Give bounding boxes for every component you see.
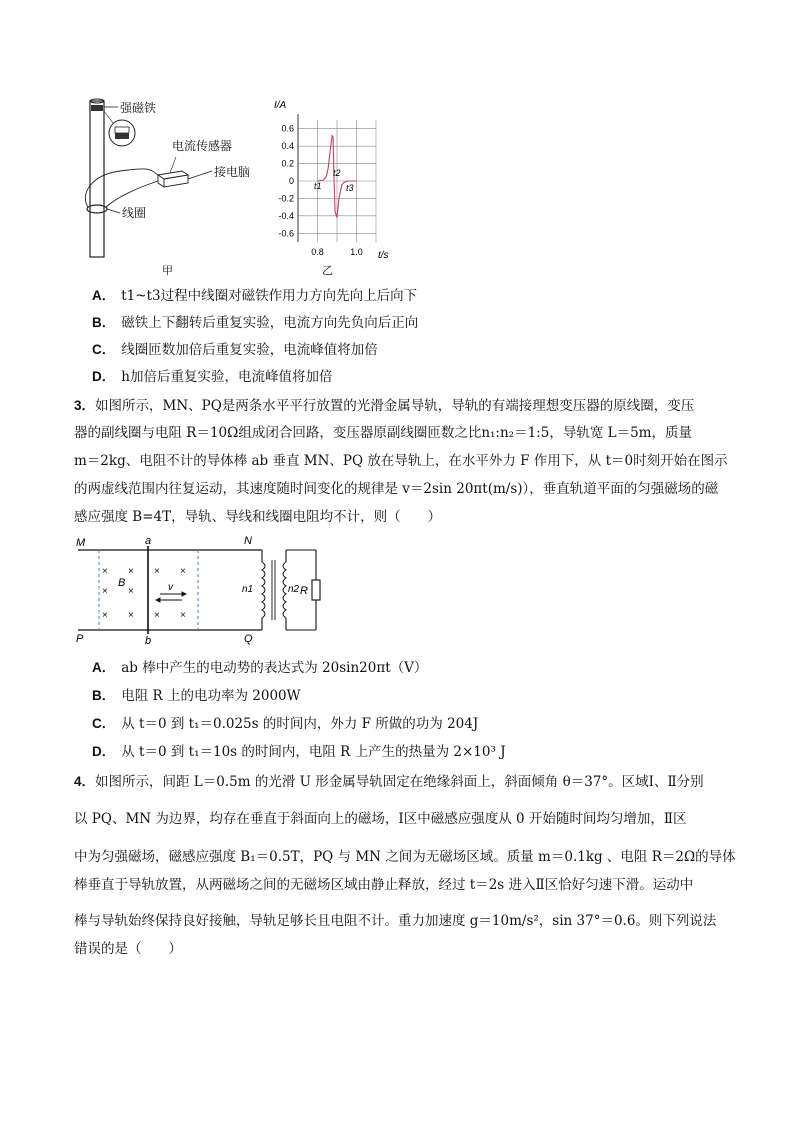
caption-yi: 乙 bbox=[322, 265, 333, 277]
q3-option-a[interactable] bbox=[92, 658, 427, 678]
cross-icon: × bbox=[154, 566, 160, 577]
cross-icon: × bbox=[154, 610, 160, 621]
label-n2: n2 bbox=[288, 584, 300, 595]
cross-icon: × bbox=[102, 586, 108, 597]
cross-icon: × bbox=[102, 566, 108, 577]
option-label: C． bbox=[92, 342, 116, 357]
caption-jia: 甲 bbox=[162, 265, 173, 277]
y-tick-label: 0 bbox=[288, 176, 294, 186]
q4-line-6: 错误的是（ ） bbox=[74, 941, 182, 957]
question-text: 如图所示，间距 L＝0.5m 的光滑 U 形金属导轨固定在绝缘斜面上，斜面倾角 θ＝37°。区域Ⅰ、Ⅱ分别 bbox=[95, 774, 704, 790]
axis-x-label: t/s bbox=[378, 250, 389, 261]
label-a: a bbox=[145, 535, 152, 547]
cross-icon: × bbox=[128, 586, 134, 597]
y-tick-label: 0.2 bbox=[281, 158, 294, 169]
option-label: C． bbox=[92, 716, 116, 731]
option-text: t1~t3过程中线圈对磁铁作用力方向先向上后向下 bbox=[121, 288, 418, 304]
label-n1: n1 bbox=[242, 584, 254, 595]
question-number: 3． bbox=[74, 398, 96, 413]
label-N: N bbox=[244, 535, 252, 547]
y-tick-label: -0.6 bbox=[278, 228, 294, 239]
option-label: A． bbox=[92, 660, 116, 675]
cross-icon: × bbox=[128, 566, 134, 577]
resistor-icon bbox=[312, 580, 320, 600]
option-label: D． bbox=[92, 744, 116, 759]
label-computer: 接电脑 bbox=[214, 165, 251, 179]
q3-line-4: 的两虚线范围内往复运动，其速度随时间变化的规律是 v＝2sin 20πt(m/s)），垂直轨道平面的匀强磁场的磁 bbox=[74, 481, 719, 497]
option-label: B． bbox=[92, 688, 116, 703]
q4-line-2: 以 PQ、MN 为边界，均存在垂直于斜面向上的磁场，Ⅰ区中磁感应强度从 0 开始随时间均匀增加，Ⅱ区 bbox=[74, 811, 687, 827]
label-M: M bbox=[76, 537, 86, 549]
option-text: h加倍后重复实验，电流峰值将加倍 bbox=[121, 369, 333, 385]
q3-option-b[interactable] bbox=[92, 686, 301, 706]
label-coil: 线圈 bbox=[122, 206, 147, 220]
cross-icon: × bbox=[180, 566, 186, 577]
option-text: ab 棒中产生的电动势的表达式为 20sin20πt（V） bbox=[121, 660, 428, 676]
q3-line-5: 感应强度 B=4T，导轨、导线和线圈电阻均不计，则（ ） bbox=[74, 509, 442, 525]
t2-label: t2 bbox=[333, 168, 341, 178]
magnet-icon bbox=[91, 105, 103, 111]
q4-line-3: 中为匀强磁场，磁感应强度 B₁＝0.5T，PQ 与 MN 之间为无磁场区域。质量 m＝0.1kg 、电阻 R＝2Ω的导体 bbox=[74, 849, 736, 865]
y-tick-label: -0.2 bbox=[278, 193, 294, 204]
question-number: 4． bbox=[74, 774, 96, 789]
q3-line-3: m＝2kg、电阻不计的导体棒 ab 垂直 MN、PQ 放在导轨上，在水平外力 F 作用下，从 t＝0时刻开始在图示 bbox=[74, 453, 728, 469]
q4-line-4: 棒垂直于导轨放置，从两磁场之间的无磁场区域由静止释放，经过 t＝2s 进入Ⅱ区恰好匀速下滑。运动中 bbox=[74, 877, 694, 893]
y-tick-label: 0.6 bbox=[281, 123, 294, 134]
label-v: v bbox=[168, 582, 173, 593]
option-text: 线圈匝数加倍后重复实验，电流峰值将加倍 bbox=[121, 342, 378, 358]
current-sensor-icon bbox=[158, 171, 188, 187]
axis-y-label: I/A bbox=[274, 100, 287, 111]
primary-coil-icon bbox=[262, 562, 265, 618]
question-text: 如图所示，MN、PQ是两条水平平行放置的光滑金属导轨，导轨的有端接理想变压器的原线圈，变压 bbox=[95, 398, 695, 414]
t3-label: t3 bbox=[346, 183, 354, 193]
option-label: A． bbox=[92, 288, 116, 303]
y-tick-label: 0.4 bbox=[281, 141, 294, 152]
q2-option-d[interactable] bbox=[92, 367, 332, 387]
option-label: D． bbox=[92, 369, 116, 384]
q3-line-1 bbox=[74, 396, 694, 416]
figure-rails-transformer bbox=[74, 534, 334, 646]
cross-icon: × bbox=[180, 610, 186, 621]
option-text: 从 t＝0 到 t₁＝10s 的时间内，电阻 R 上产生的热量为 2×10³ J bbox=[121, 744, 506, 760]
option-text: 磁铁上下翻转后重复实验，电流方向先负向后正向 bbox=[121, 315, 419, 331]
label-P: P bbox=[76, 633, 84, 645]
label-magnet: 强磁铁 bbox=[120, 101, 157, 115]
cross-icon: × bbox=[102, 610, 108, 621]
option-text: 电阻 R 上的电功率为 2000W bbox=[121, 688, 301, 704]
option-text: 从 t＝0 到 t₁＝0.025s 的时间内，外力 F 所做的功为 204J bbox=[121, 716, 479, 732]
q2-option-b[interactable] bbox=[92, 313, 418, 333]
option-label: B． bbox=[92, 315, 116, 330]
q4-line-5: 棒与导轨始终保持良好接触，导轨足够长且电阻不计。重力加速度 g＝10m/s²，sin 37°＝0.6。则下列说法 bbox=[74, 913, 717, 929]
q2-option-c[interactable] bbox=[92, 340, 378, 360]
q3-option-c[interactable] bbox=[92, 714, 478, 734]
q2-option-a[interactable] bbox=[92, 286, 417, 306]
label-Q: Q bbox=[244, 633, 253, 645]
label-b: b bbox=[145, 635, 152, 646]
label-R: R bbox=[300, 585, 308, 597]
cross-icon: × bbox=[128, 610, 134, 621]
current-time-chart bbox=[268, 96, 398, 276]
secondary-coil-icon bbox=[283, 562, 286, 618]
q3-line-2: 器的副线圈与电阻 R＝10Ω组成闭合回路，变压器原副线圈匝数之比n₁:n₂＝1:5，导轨宽 L＝5m，质量 bbox=[74, 425, 692, 441]
q3-option-d[interactable] bbox=[92, 742, 506, 762]
label-sensor: 电流传感器 bbox=[172, 139, 233, 153]
x-tick-label: 0.8 bbox=[311, 247, 324, 257]
q4-line-1 bbox=[74, 772, 704, 792]
t1-label: t1 bbox=[314, 181, 322, 191]
velocity-arrows-icon bbox=[156, 592, 186, 602]
x-tick-label: 1.0 bbox=[350, 247, 363, 257]
figure-magnet-tube bbox=[80, 95, 280, 275]
y-tick-label: -0.4 bbox=[278, 210, 294, 221]
label-B: B bbox=[118, 577, 126, 589]
